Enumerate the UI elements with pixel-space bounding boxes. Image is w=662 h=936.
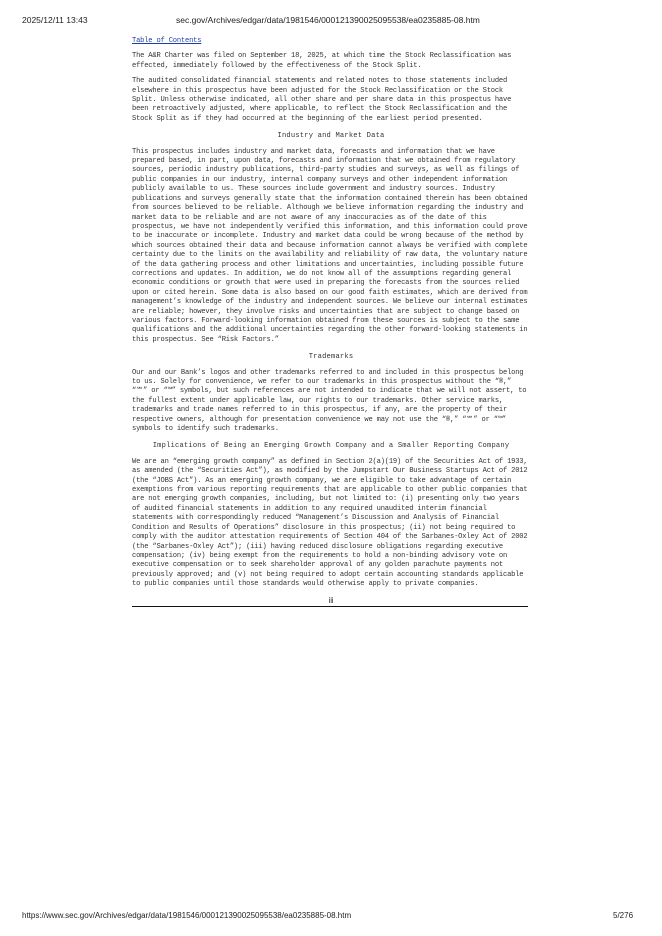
print-timestamp: 2025/12/11 13:43	[22, 15, 88, 25]
print-page-counter: 5/276	[613, 911, 634, 920]
intro-paragraph-1: The A&R Charter was filed on September 18, 2025, at which time the Stock Reclassification was effected, immediately followed by the effectiveness of the Stock Split.	[132, 52, 512, 70]
page-number: iii	[328, 595, 334, 605]
section-heading-trademarks: Trademarks	[308, 353, 354, 362]
trademarks-paragraph: Our and our Bank’s logos and other trademarks referred to and included in this prospectus belong to us. Solely for convenience, we refer to our trademarks in this prospectus without the “®,” “℠” or “™” symbols, but such references are not intended to indicate that we will not assert, to the fullest extent under applicable law, our rights to our trademarks. Other service marks, trademarks and trade names referred to in this prospectus, if any, are the property of their respective owners, although for presentation convenience we may not use the “®,” “℠” or “™” symbols to identify such trademarks.	[132, 368, 527, 434]
industry-market-data-paragraph: This prospectus includes industry and market data, forecasts and information that we have prepared based, in part, upon data, forecasts and information that we obtained from regulatory sources, periodic industry publications, third-party studies and surveys, as well as filings of public companies in our industry, internal company surveys and other independent information publicly available to us. These sources include government and industry sources. Industry publications and surveys generally state that the information contained therein has been obtained from sources believed to be reliable. Although we believe information regarding the industry and market data to be reliable and are not aware of any inaccuracies as of the date of this prospectus, we have not independently verified this information, and this information could prove to be inaccurate or incomplete. Industry and market data could be wrong because of the method by which sources obtained their data and because information cannot always be verified with complete certainty due to the limits on the availability and reliability of raw data, the voluntary nature of the data gathering process and other limitations and uncertainties, including possible future corrections and updates. In addition, we do not know all of the assumptions regarding general economic conditions or growth that were used in preparing the forecasts from the sources relied upon or cited herein. Some data is also based on our good faith estimates, which are derived from management’s knowledge of the industry and independent sources. We believe our internal estimates are reliable; however, they involve risks and uncertainties that are subject to change based on various factors. Forward-looking information obtained from these sources is subject to the same qualifications and the additional uncertainties regarding the other forward-looking statements in this prospectus. See “Risk Factors.”	[132, 147, 528, 344]
table-of-contents-link[interactable]: Table of Contents	[132, 37, 202, 45]
print-header-url: sec.gov/Archives/edgar/data/1981546/000121390025095538/ea0235885-08.htm	[176, 15, 480, 25]
emerging-growth-company-paragraph: We are an “emerging growth company” as defined in Section 2(a)(19) of the Securities Act of 1933, as amended (the “Securities Act”), as modified by the Jumpstart Our Business Startups Act of 2012 (the “JOBS Act”). As an emerging growth company, we are eligible to take advantage of certain exemptions from various reporting requirements that are applicable to other public companies that are not emerging growth companies, including, but not limited to: (i) presenting only two years of audited financial statements in addition to any required unaudited interim financial statements with correspondingly reduced “Management’s Discussion and Analysis of Financial Condition and Results of Operations” disclosure in this prospectus; (ii) not being required to comply with the auditor attestation requirements of Section 404 of the Sarbanes-Oxley Act of 2002 (the “Sarbanes-Oxley Act”); (iii) having reduced disclosure obligations regarding executive compensation; (iv) being exempt from the requirements to hold a non-binding advisory vote on executive compensation or to seek shareholder approval of any golden parachute payments not previously approved; and (v) not being required to adopt certain accounting standards applicable to public companies until those standards would otherwise apply to private companies.	[132, 457, 528, 589]
print-footer-url: https://www.sec.gov/Archives/edgar/data/1981546/000121390025095538/ea0235885-08.htm	[22, 911, 352, 920]
page-divider	[132, 606, 528, 607]
intro-paragraph-2: The audited consolidated financial statements and related notes to those statements included elsewhere in this prospectus have been adjusted for the Stock Reclassification or the Stock Split. Unless otherwise indicated, all other share and per share data in this prospectus have been retroactively adjusted, where applicable, to reflect the Stock Reclassification and the Stock Split as if they had occurred at the beginning of the earliest period presented.	[132, 77, 512, 123]
section-heading-emerging-growth-company: Implications of Being an Emerging Growth Company and a Smaller Reporting Company	[152, 442, 510, 451]
section-heading-industry-market-data: Industry and Market Data	[277, 132, 385, 141]
document-body	[132, 37, 530, 607]
